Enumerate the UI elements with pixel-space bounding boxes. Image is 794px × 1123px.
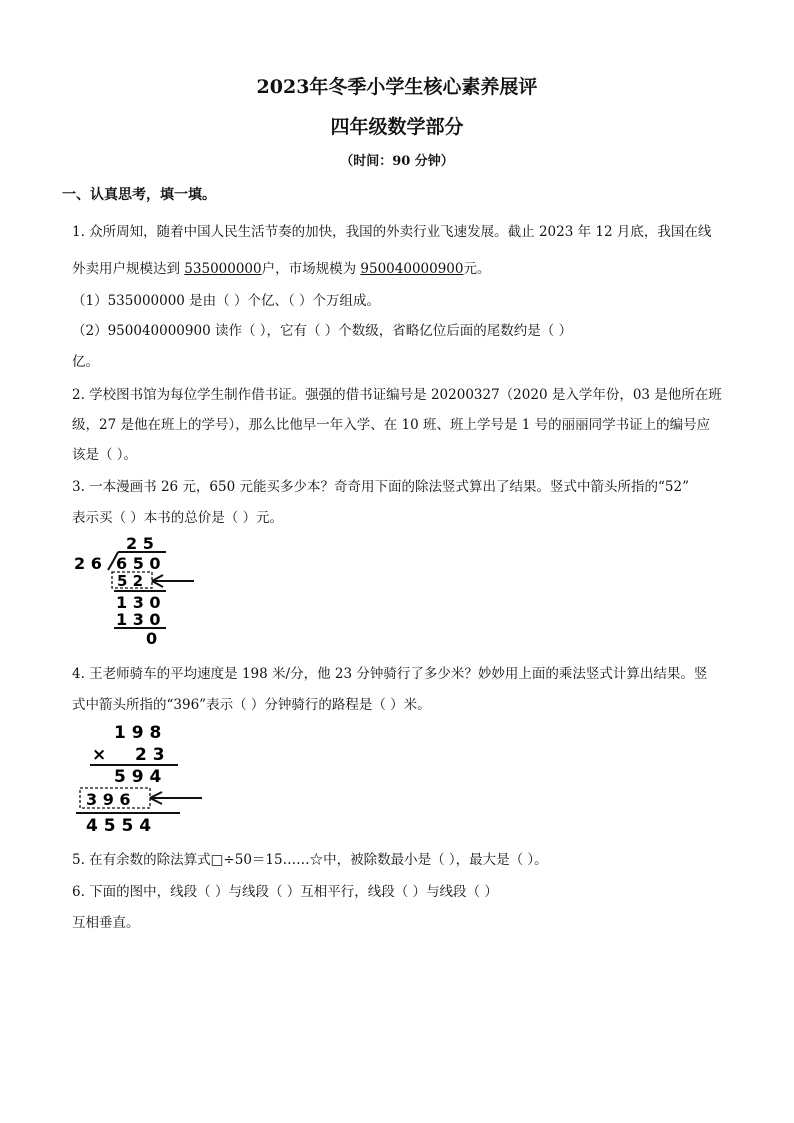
mul-partial-1: 5 9 4 [114,767,162,787]
mul-sign: × [92,745,107,765]
q2-line3: 该是（ ）。 [72,447,138,463]
exam-title: 2023年冬季小学生核心素养展评 [256,76,538,98]
q4-line2: 式中箭头所指的“396”表示（ ）分钟骑行的路程是（ ）米。 [72,697,431,713]
q2-line1: 2. 学校图书馆为每位学生制作借书证。强强的借书证编号是 20200327（2020 是入学年份，03 是他所在班 [72,387,722,403]
mul-top: 1 9 8 [114,723,162,743]
division-quotient: 2 5 [126,534,154,553]
section-heading: 一、认真思考，填一填。 [62,187,216,203]
exam-time: （时间：90 分钟） [340,154,454,169]
mul-partial-2: 3 9 6 [86,790,131,809]
q1-line1: 1. 众所周知，随着中国人民生活节奏的加快，我国的外卖行业飞速发展。截止 2023 年 12 月底，我国在线 [72,224,712,240]
division-step1: 5 2 [117,572,144,590]
q5-line1: 5. 在有余数的除法算式□÷50＝15……☆中，被除数最小是（ ），最大是（ ）。 [72,852,548,868]
division-divisor: 2 6 [74,554,102,573]
division-step2: 1 3 0 [116,610,161,629]
division-dividend: 6 5 0 [116,554,161,573]
division-diagram [68,532,208,652]
q1-sub2-cont: 亿。 [72,354,99,370]
q1-line2-a: 外卖用户规模达到 [72,261,185,277]
q3-line1: 3. 一本漫画书 26 元，650 元能买多少本？奇奇用下面的除法竖式算出了结果。竖式中箭头所指的“52” [72,479,689,495]
mul-bottom: 2 3 [135,745,165,765]
q1-users-number: 535000000 [184,261,262,277]
q1-sub1: （1）535000000 是由（ ）个亿、（ ）个万组成。 [72,293,381,309]
exam-subject: 四年级数学部分 [330,116,464,138]
multiplication-diagram [68,718,218,836]
division-rem1: 1 3 0 [116,593,161,612]
q1-line2-c: 元。 [463,261,491,277]
q1-sub2: （2）950040000900 读作（ ），它有（ ）个数级，省略亿位后面的尾数约是（ ） [72,323,573,339]
division-rem2: 0 [146,629,158,648]
mul-result: 4 5 5 4 [86,816,152,836]
q2-line2: 级，27 是他在班上的学号），那么比他早一年入学、在 10 班、班上学号是 1 号的丽丽同学书证上的编号应 [72,417,711,433]
q1-line2-b: 户，市场规模为 [261,261,361,277]
q6-line2: 互相垂直。 [72,915,140,931]
q1-line2 [72,257,490,277]
q1-market-number: 950040000900 [360,261,464,277]
q6-line1: 6. 下面的图中，线段（ ）与线段（ ）互相平行，线段（ ）与线段（ ） [72,884,498,900]
q3-line2: 表示买（ ）本书的总价是（ ）元。 [72,510,284,526]
q4-line1: 4. 王老师骑车的平均速度是 198 米/分，他 23 分钟骑行了多少米？妙妙用上面的乘法竖式计算出结果。竖 [72,666,708,682]
